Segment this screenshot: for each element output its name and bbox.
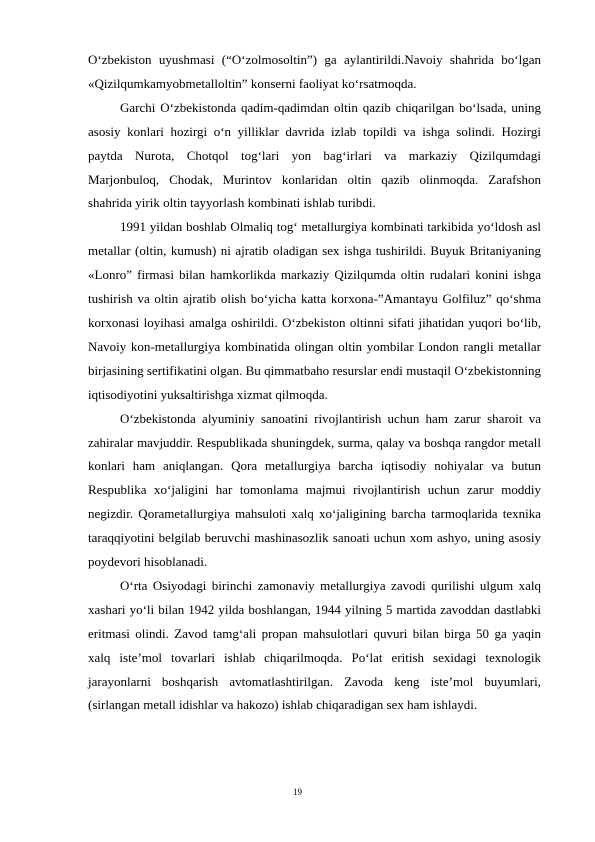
paragraph: O‘zbekistonda alyuminiy sanoatini rivojlantirish uchun ham zarur sharoit va zahiralar mavjuddir. Respublikada shuningdek, surma, qalay va boshqa rangdor metall konlari ham aniqlangan. Qora metallurgiya barcha iqtisodiy nohiyalar va butun Respublika xo‘jaligini har tomonlama majmui rivojlantirish uchun zarur moddiy negizdir. Qorametallurgiya mahsuloti xalq xo‘jaligining barcha tarmoqlarida texnika taraqqiyotini belgilab beruvchi mashinasozlik sanoati uchun xom ashyo, uning asosiy poydevori hisoblanadi.: [88, 410, 541, 570]
paragraph: 1991 yildan boshlab Olmaliq tog‘ metallurgiya kombinati tarkibida yo‘ldosh asl metallar (oltin, kumush) ni ajratib oladigan sex ishga tushirildi. Buyuk Britaniyaning «Lonro” firmasi bilan hamkorlikda markaziy Qizilqumda oltin rudalari konini ishga tushirish va oltin ajratib olish bo‘yicha katta korxona-”Amantayu Golfiluz” qo‘shma korxonasi loyihasi amalga oshirildi. O‘zbekiston oltinni sifati jihatidan yuqori bo‘lib, Navoiy kon-metallurgiya kombinatida olingan oltin yombilar London rangli metallar birjasining sertifikatini olgan. Bu qimmatbaho resurslar endi mustaqil O‘zbekistonning iqtisodiyotini yuksaltirishga xizmat qilmoqda.: [88, 219, 541, 402]
paragraph: O‘zbekiston uyushmasi (“O‘zolmosoltin”) ga aylantirildi.Navoiy shahrida bo‘lgan «Qizilqumkamyobmetalloltin” konserni faoliyat ko‘rsatmoqda.: [88, 52, 541, 91]
document-body: [88, 48, 541, 717]
paragraph: O‘rta Osiyodagi birinchi zamonaviy metallurgiya zavodi qurilishi ulgum xalq xashari yo‘li bilan 1942 yilda boshlangan, 1944 yilning 5 martida zavoddan dastlabki eritmasi olindi. Zavod tamg‘ali propan mahsulotlari quvuri bilan birga 50 ga yaqin xalq iste’mol tovarlari ishlab chiqarilmoqda. Po‘lat eritish sexidagi texnologik jarayonlarni boshqarish avtomatlashtirilgan. Zavoda keng iste’mol buyumlari, (sirlangan metall idishlar va hakozo) ishlab chiqaradigan sex ham ishlaydi.: [88, 577, 541, 713]
page-number: 19: [293, 787, 302, 797]
paragraph: Garchi O‘zbekistonda qadim-qadimdan oltin qazib chiqarilgan bo‘lsada, uning asosiy konlari hozirgi o‘n yilliklar davrida izlab topildi va ishga solindi. Hozirgi paytda Nurota, Chotqol tog‘lari yon bag‘irlari va markaziy Qizilqumdagi Marjonbuloq, Chodak, Murintov konlaridan oltin qazib olinmoqda. Zarafshon shahrida yirik oltin tayyorlash kombinati ishlab turibdi.: [88, 99, 541, 211]
